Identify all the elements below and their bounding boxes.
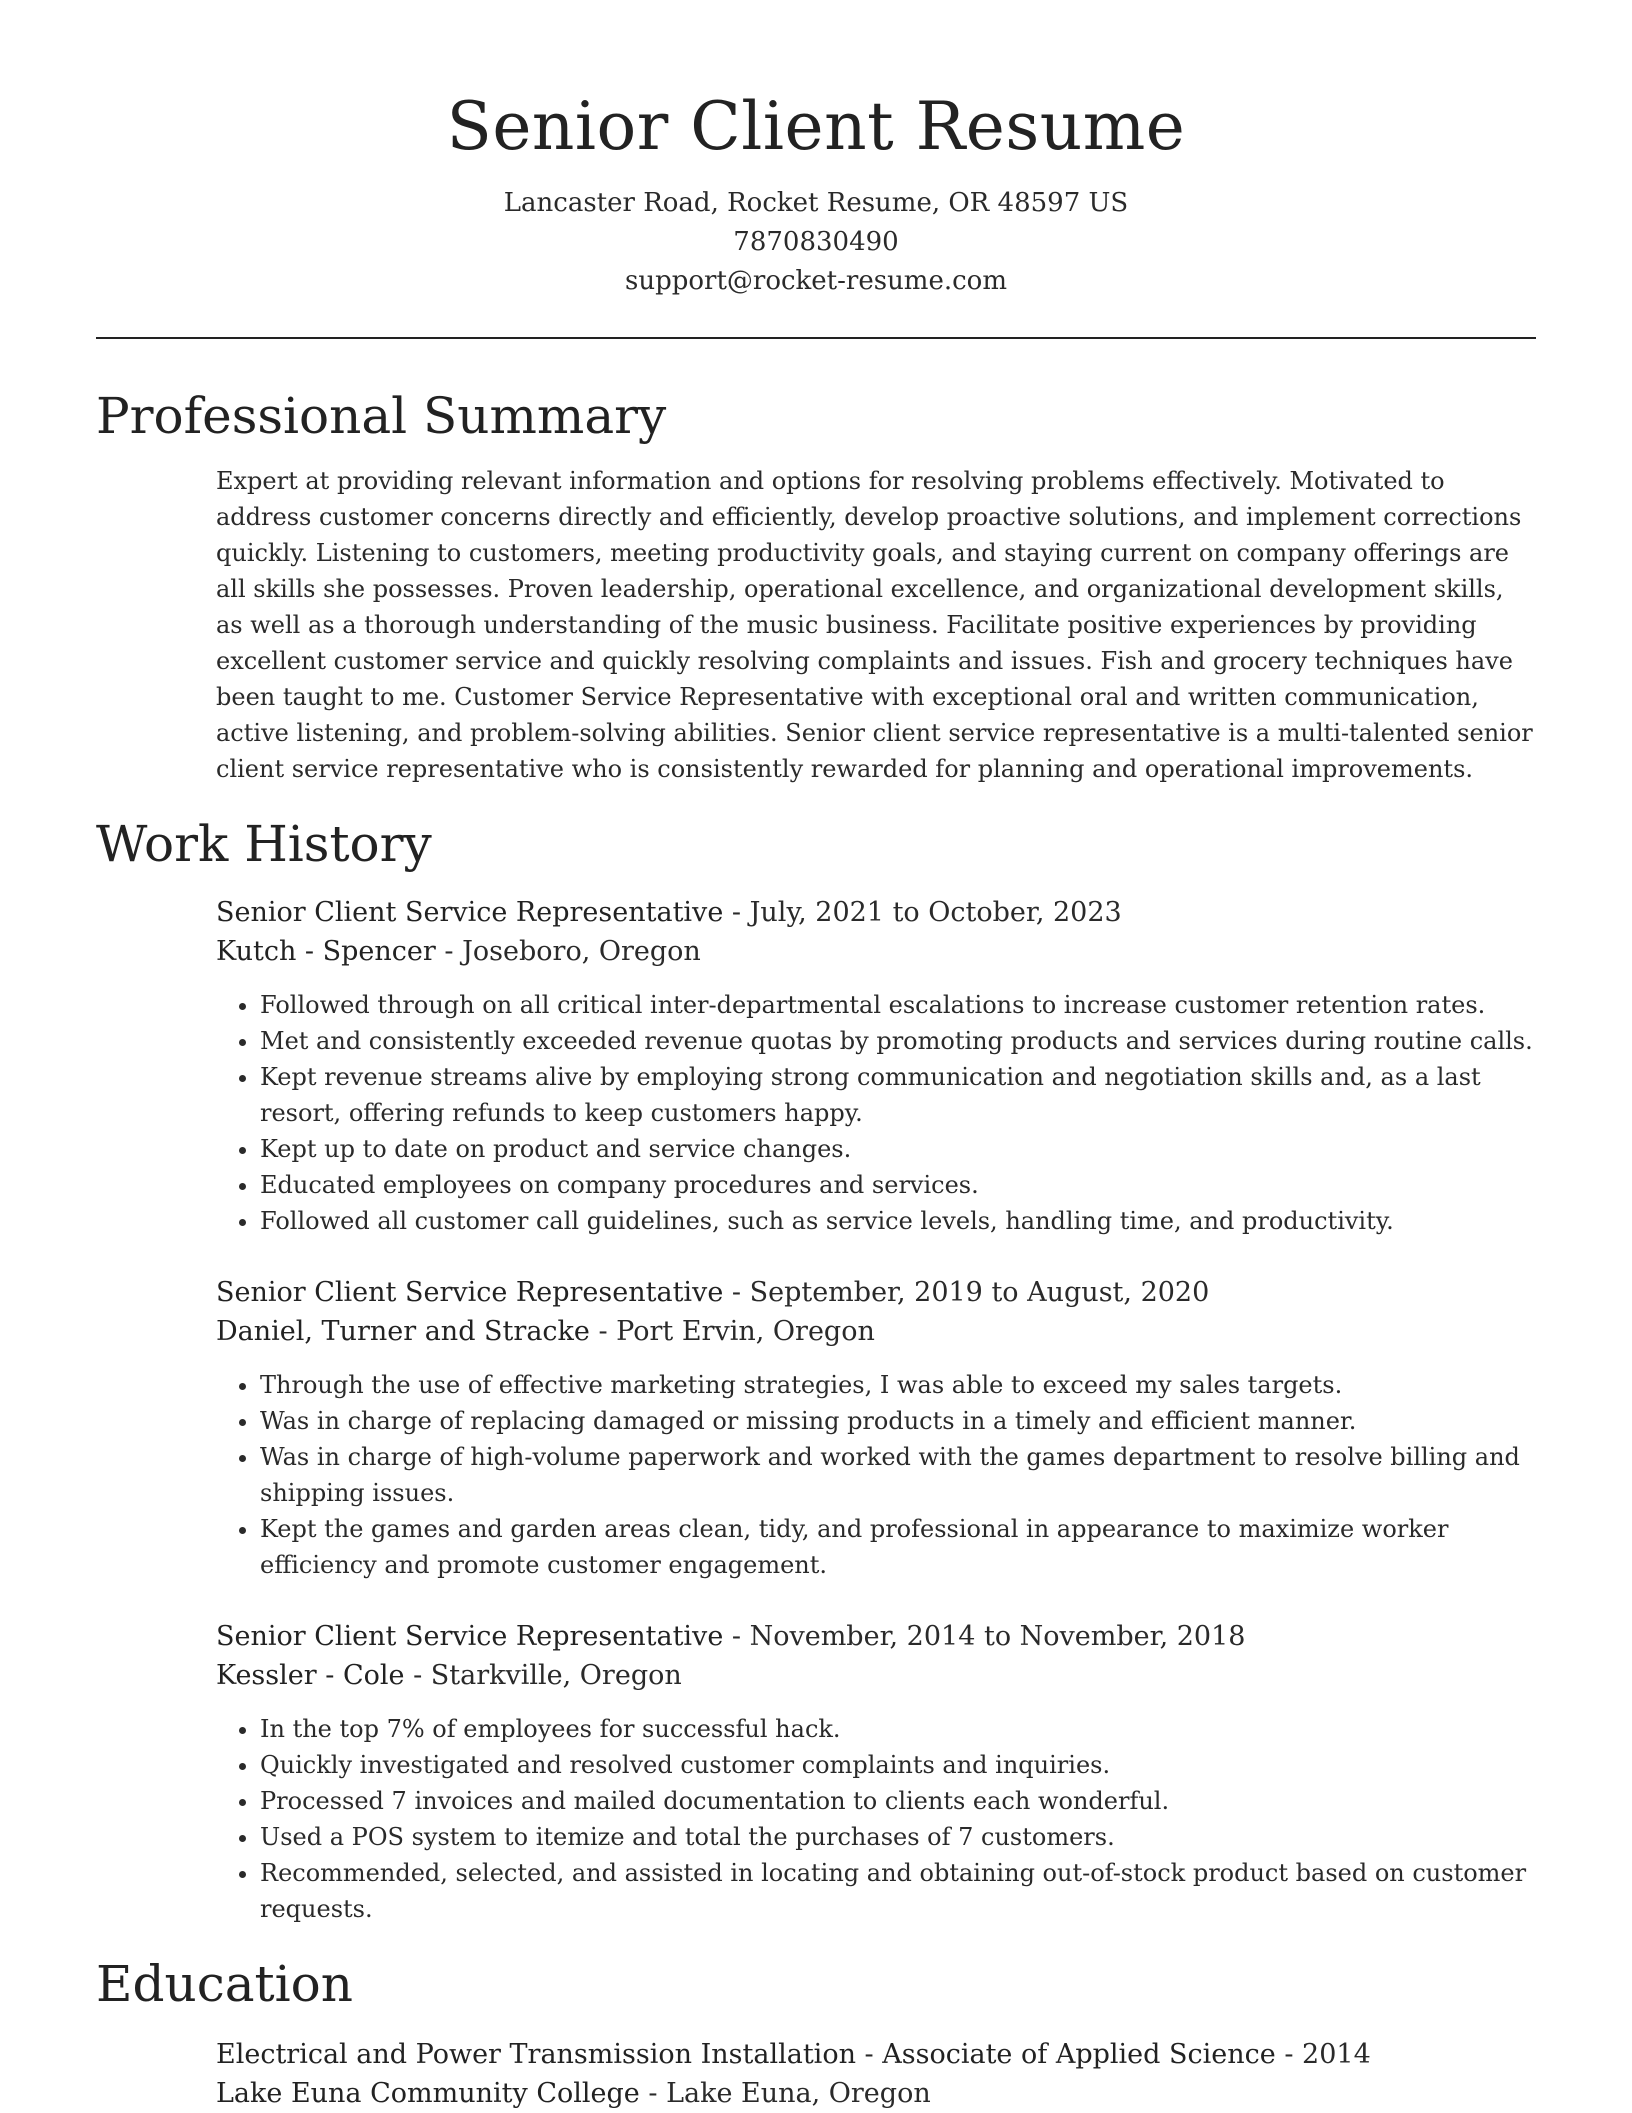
job-role: Senior Client Service Representative (216, 1621, 724, 1652)
job-company: Kessler - Cole (216, 1660, 405, 1691)
job-role: Senior Client Service Representative (216, 1277, 724, 1308)
resume-page (96, 0, 1536, 2113)
job-dates: November, 2014 to November, 2018 (749, 1621, 1246, 1652)
job-bullet: • Quickly investigated and resolved customer complaints and inquiries. (260, 1747, 1536, 1783)
contact-address: Lancaster Road, Rocket Resume, OR 48597 US (503, 188, 1129, 218)
separator: - (639, 2078, 667, 2109)
job-role: Senior Client Service Representative (216, 897, 724, 928)
job-company: Kutch - Spencer (216, 936, 436, 967)
job-bullet: • Educated employees on company procedures and services. (260, 1167, 1536, 1203)
separator: - (435, 936, 463, 967)
separator: - (723, 1621, 750, 1652)
separator: - (723, 1277, 750, 1308)
job-entry (216, 1617, 1536, 1927)
job-bullet: • Processed 7 invoices and mailed documentation to clients each wonderful. (260, 1783, 1536, 1819)
education-program-line (216, 2035, 1536, 2074)
separator: - (404, 1660, 431, 1691)
education-location: Lake Euna, Oregon (666, 2078, 931, 2109)
section-title-work-history: Work History (96, 815, 432, 873)
job-bullet: • Was in charge of high-volume paperwork and worked with the games department to resolve billing and shipping issues. (260, 1439, 1536, 1511)
job-entry (216, 893, 1536, 1239)
job-bullet: • Followed through on all critical inter-departmental escalations to increase customer retention rates. (260, 987, 1536, 1023)
resume-name: Senior Client Resume (446, 88, 1186, 165)
job-bullet: • Kept up to date on product and service changes. (260, 1131, 1536, 1167)
job-company-line (216, 1312, 1536, 1351)
job-role-line (216, 1273, 1536, 1312)
job-bullet: • In the top 7% of employees for successful hack. (260, 1711, 1536, 1747)
job-bullet: • Recommended, selected, and assisted in locating and obtaining out-of-stock product based on customer requests. (260, 1855, 1536, 1927)
job-bullets (216, 987, 1536, 1239)
job-company-line (216, 1656, 1536, 1695)
job-dates: July, 2021 to October, 2023 (749, 897, 1122, 928)
job-bullet: • Was in charge of replacing damaged or missing products in a timely and efficient manner. (260, 1403, 1536, 1439)
job-bullet: • Met and consistently exceeded revenue quotas by promoting products and services during routine calls. (260, 1023, 1536, 1059)
job-bullet: • Through the use of effective marketing strategies, I was able to exceed my sales targets. (260, 1367, 1536, 1403)
education-school: Lake Euna Community College (216, 2078, 640, 2109)
separator: - (589, 1316, 617, 1347)
job-bullets (216, 1711, 1536, 1927)
education-year: 2014 (1302, 2039, 1371, 2070)
job-company-line (216, 932, 1536, 971)
header-divider (96, 337, 1536, 339)
education-program: Electrical and Power Transmission Installation (216, 2039, 856, 2070)
education-degree: Associate of Applied Science (882, 2039, 1276, 2070)
contact-info (96, 184, 1536, 301)
job-bullet: • Followed all customer call guidelines, such as service levels, handling time, and productivity. (260, 1203, 1536, 1239)
job-bullet: • Kept the games and garden areas clean, tidy, and professional in appearance to maximize worker efficiency and promote customer engagement. (260, 1511, 1536, 1583)
job-bullet: • Used a POS system to itemize and total the purchases of 7 customers. (260, 1819, 1536, 1855)
job-company: Daniel, Turner and Stracke (216, 1316, 590, 1347)
separator: - (723, 897, 750, 928)
work-history-list (216, 893, 1536, 1927)
job-location: Joseboro, Oregon (462, 936, 701, 967)
job-bullets (216, 1367, 1536, 1583)
job-role-line (216, 1617, 1536, 1656)
summary-text: Expert at providing relevant information and options for resolving problems effectively. Motivated to address customer concerns directly and efficiently, develop proactive solutions, and implement corrections quickly. Listening to customers, meeting productivity goals, and staying current on company offerings are all skills she possesses. Proven leadership, operational excellence, and organizational development skills, as well as a thorough understanding of the music business. Facilitate positive experiences by providing excellent customer service and quickly resolving complaints and issues. Fish and grocery techniques have been taught to me. Customer Service Representative with exceptional oral and written communication, active listening, and problem-solving abilities. Senior client service representative is a multi-talented senior client service representative who is consistently rewarded for planning and operational improvements. (216, 467, 1533, 783)
contact-phone: 7870830490 (733, 227, 899, 257)
education-entry (216, 2035, 1536, 2113)
separator: - (855, 2039, 883, 2070)
education-school-line (216, 2074, 1536, 2113)
job-role-line (216, 893, 1536, 932)
job-location: Port Ervin, Oregon (616, 1316, 875, 1347)
job-entry (216, 1273, 1536, 1583)
section-title-education: Education (96, 1955, 353, 2013)
job-dates: September, 2019 to August, 2020 (749, 1277, 1210, 1308)
resume-header (96, 0, 1536, 301)
separator: - (1275, 2039, 1303, 2070)
section-title-summary: Professional Summary (96, 387, 667, 445)
job-bullet: • Kept revenue streams alive by employing strong communication and negotiation skills and, as a last resort, offering refunds to keep customers happy. (260, 1059, 1536, 1131)
contact-email: support@rocket-resume.com (624, 266, 1007, 296)
job-location: Starkville, Oregon (430, 1660, 682, 1691)
